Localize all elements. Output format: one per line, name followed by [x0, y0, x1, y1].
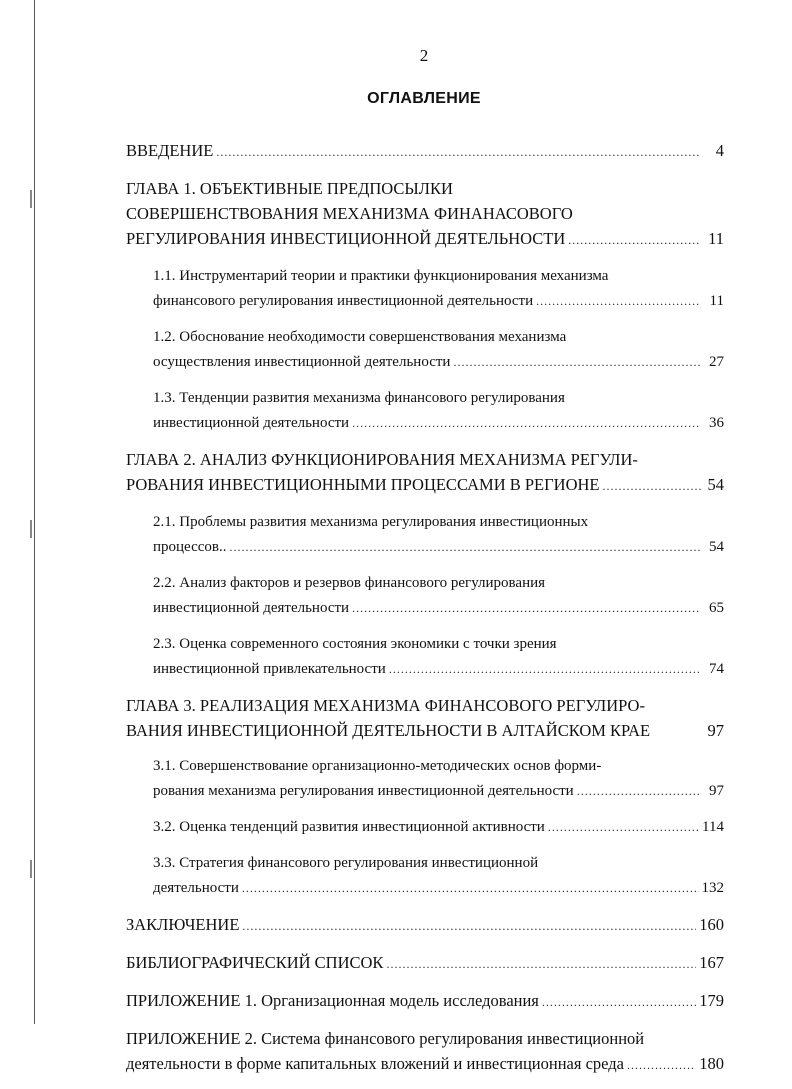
scan-edge-line	[34, 0, 35, 1024]
toc-subentry[interactable]	[153, 510, 724, 560]
toc-entry-line	[153, 779, 724, 804]
toc-entry-line	[153, 851, 724, 876]
toc-entry-text: РОВАНИЯ ИНВЕСТИЦИОННЫМИ ПРОЦЕССАМИ В РЕГИОНЕ	[126, 475, 600, 494]
toc-entry-line	[126, 1051, 724, 1078]
toc-entry-line	[126, 718, 724, 743]
toc-page-number: 11	[708, 229, 724, 248]
toc-subentry[interactable]	[153, 325, 724, 375]
toc-entry-line	[153, 535, 724, 560]
toc-entry-line	[153, 657, 724, 682]
dot-leader	[242, 914, 696, 939]
toc-subentry[interactable]	[153, 754, 724, 804]
page-number: 2	[419, 46, 429, 65]
toc-subentry[interactable]	[153, 815, 724, 840]
toc-entry[interactable]	[126, 176, 724, 253]
toc-entry-text: 3.3. Стратегия финансового регулирования инвестиционной	[153, 855, 539, 871]
toc-page-number: 54	[707, 475, 724, 494]
toc-entry-text: БИБЛИОГРАФИЧЕСКИЙ СПИСОК	[126, 953, 384, 972]
toc-entry-text: ВВЕДЕНИЕ	[126, 141, 214, 160]
toc-entry-text: ВАНИЯ ИНВЕСТИЦИОННОЙ ДЕЯТЕЛЬНОСТИ В АЛТАЙСКОМ КРАЕ	[126, 721, 651, 740]
dot-leader	[627, 1053, 696, 1078]
toc-entry-line	[153, 350, 724, 375]
toc-entry-line	[153, 571, 724, 596]
toc-entry-text: 1.3. Тенденции развития механизма финансового регулирования	[153, 390, 565, 406]
dot-leader	[542, 990, 696, 1015]
toc-page-number: 4	[715, 141, 724, 160]
scan-mark	[30, 520, 32, 538]
toc-entry[interactable]	[126, 950, 724, 977]
toc-entry-text: ГЛАВА 1. ОБЪЕКТИВНЫЕ ПРЕДПОСЫЛКИ	[126, 179, 453, 198]
toc-entry-line	[126, 201, 724, 226]
toc-entry-line	[153, 815, 724, 840]
toc-entry-text: 2.1. Проблемы развития механизма регулирования инвестиционных	[153, 514, 589, 530]
dot-leader	[386, 952, 696, 977]
toc-entry-text: 3.1. Совершенствование организационно-методических основ форми-	[153, 758, 602, 774]
toc-entry[interactable]	[126, 988, 724, 1015]
toc-subentry[interactable]	[153, 264, 724, 314]
toc-entry-line	[153, 325, 724, 350]
toc-entry-text: ГЛАВА 2. АНАЛИЗ ФУНКЦИОНИРОВАНИЯ МЕХАНИЗМА РЕГУЛИ-	[126, 450, 638, 469]
dot-leader	[389, 657, 701, 682]
toc-entry-text: 2.2. Анализ факторов и резервов финансового регулирования	[153, 575, 546, 591]
toc-entry-text: инвестиционной деятельности	[153, 415, 350, 431]
toc-entry-line	[126, 472, 724, 499]
toc-page-number: 160	[699, 915, 724, 934]
table-of-contents	[126, 138, 724, 1089]
toc-entry-text: СОВЕРШЕНСТВОВАНИЯ МЕХАНИЗМА ФИНАНАСОВОГО	[126, 204, 573, 223]
dot-leader	[536, 289, 701, 314]
toc-entry-line	[126, 950, 724, 977]
dot-leader	[568, 228, 701, 253]
toc-page-number: 54	[709, 539, 724, 555]
toc-entry-line	[153, 386, 724, 411]
toc-subentry[interactable]	[153, 571, 724, 621]
dot-leader	[229, 535, 701, 560]
dot-leader	[453, 350, 701, 375]
toc-entry-text: деятельности в форме капитальных вложений и инвестиционная среда	[126, 1054, 624, 1073]
toc-page-number: 132	[701, 880, 724, 896]
dot-leader	[603, 474, 701, 499]
toc-entry-line	[153, 411, 724, 436]
toc-page-number: 74	[709, 661, 724, 677]
toc-page-number: 27	[709, 354, 724, 370]
scan-mark	[30, 860, 32, 878]
toc-entry-line	[153, 510, 724, 535]
toc-entry[interactable]	[126, 693, 724, 743]
toc-entry-line	[126, 447, 724, 472]
toc-entry-text: процессов..	[153, 539, 227, 555]
toc-entry[interactable]	[126, 912, 724, 939]
toc-entry[interactable]	[126, 138, 724, 165]
toc-subentry[interactable]	[153, 851, 724, 901]
dot-leader	[352, 596, 701, 621]
toc-subentry[interactable]	[153, 386, 724, 436]
toc-entry-text: РЕГУЛИРОВАНИЯ ИНВЕСТИЦИОННОЙ ДЕЯТЕЛЬНОСТИ	[126, 229, 566, 248]
dot-leader	[577, 779, 701, 804]
toc-page-number: 97	[707, 721, 724, 740]
toc-entry-line	[153, 596, 724, 621]
toc-entry-text: финансового регулирования инвестиционной деятельности	[153, 293, 534, 309]
toc-page-number: 36	[709, 415, 724, 431]
toc-entry-text: 3.2. Оценка тенденций развития инвестиционной активности	[153, 819, 545, 835]
toc-entry-text: 1.2. Обоснование необходимости совершенствования механизма	[153, 329, 567, 345]
toc-entry-line	[153, 632, 724, 657]
toc-page-number: 167	[699, 953, 724, 972]
dot-leader	[242, 876, 699, 901]
toc-page-number: 11	[709, 293, 724, 309]
toc-entry-line	[126, 988, 724, 1015]
toc-title: ОГЛАВЛЕНИЕ	[367, 90, 481, 107]
toc-entry-text: ЗАКЛЮЧЕНИЕ	[126, 915, 240, 934]
toc-page-number: 180	[699, 1054, 724, 1073]
toc-entry-text: ПРИЛОЖЕНИЕ 2. Система финансового регулирования инвестиционной	[126, 1029, 645, 1048]
toc-entry-line	[153, 289, 724, 314]
dot-leader	[352, 411, 701, 436]
toc-entry-line	[126, 1026, 724, 1051]
toc-entry-line	[153, 876, 724, 901]
dot-leader	[548, 815, 699, 840]
toc-entry-text: ГЛАВА 3. РЕАЛИЗАЦИЯ МЕХАНИЗМА ФИНАНСОВОГО РЕГУЛИРО-	[126, 696, 645, 715]
toc-entry-line	[126, 176, 724, 201]
toc-entry-text: инвестиционной деятельности	[153, 600, 350, 616]
toc-page-number: 97	[709, 783, 724, 799]
toc-entry-text: деятельности	[153, 880, 239, 896]
toc-entry-line	[126, 912, 724, 939]
toc-page-number: 179	[699, 991, 724, 1010]
toc-entry-text: 2.3. Оценка современного состояния экономики с точки зрения	[153, 636, 557, 652]
dot-leader	[216, 140, 701, 165]
toc-entry-text: ПРИЛОЖЕНИЕ 1. Организационная модель исследования	[126, 991, 539, 1010]
toc-page-number: 114	[702, 819, 724, 835]
toc-entry-line	[153, 264, 724, 289]
toc-page-number: 65	[709, 600, 724, 616]
toc-subentry[interactable]	[153, 632, 724, 682]
toc-entry[interactable]	[126, 447, 724, 499]
scan-mark	[30, 190, 32, 208]
toc-entry[interactable]	[126, 1026, 724, 1078]
toc-entry-line	[126, 138, 724, 165]
toc-entry-line	[153, 754, 724, 779]
toc-entry-line	[126, 693, 724, 718]
toc-entry-text: 1.1. Инструментарий теории и практики функционирования механизма	[153, 268, 609, 284]
toc-entry-text: осуществления инвестиционной деятельности	[153, 354, 451, 370]
toc-entry-text: инвестиционной привлекательности	[153, 661, 386, 677]
toc-entry-line	[126, 226, 724, 253]
toc-entry-text: рования механизма регулирования инвестиционной деятельности	[153, 783, 574, 799]
